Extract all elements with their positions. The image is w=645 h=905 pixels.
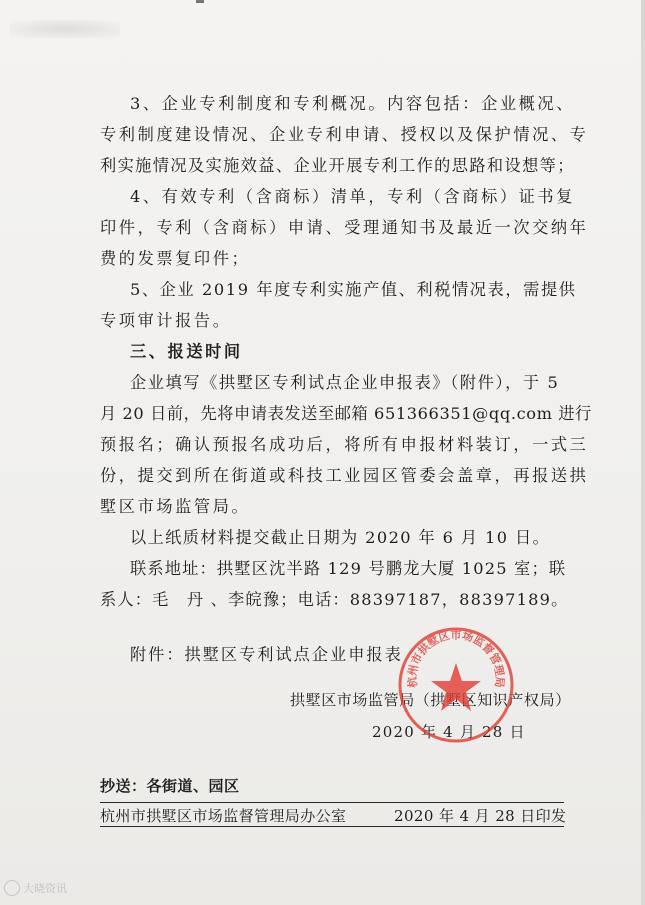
paragraph-line: 专项审计报告。 xyxy=(100,311,232,330)
official-seal xyxy=(396,625,516,745)
cc-line: 抄送：各街道、园区 xyxy=(100,777,240,795)
footer-office: 杭州市拱墅区市场监督管理局办公室 xyxy=(100,807,347,825)
paragraph-line: 利实施情况及实施效益、企业开展专利工作的思路和设想等； xyxy=(100,156,575,175)
watermark xyxy=(4,880,67,896)
paragraph-line: 月 20 日前，先将申请表发送至邮箱 651366351@qq.com 进行 xyxy=(100,404,592,423)
section-heading: 三、报送时间 xyxy=(130,342,243,361)
seal-text: 杭州市拱墅区市场监督管理局 xyxy=(405,628,507,689)
scan-smudge xyxy=(10,20,120,38)
paragraph-line: 墅区市场监管局。 xyxy=(100,497,251,516)
scan-mark xyxy=(196,0,204,3)
paragraph-line: 份，提交到所在街道或科技工业园区管委会盖章，再报送拱 xyxy=(100,466,589,485)
issuer-name: 拱墅区市场监管局（拱墅区知识产权局） xyxy=(290,691,571,709)
page-edge xyxy=(641,0,645,905)
deadline-line: 以上纸质材料提交截止日期为 2020 年 6 月 10 日。 xyxy=(130,528,551,547)
attachment-line: 附件：拱墅区专利试点企业申报表 xyxy=(130,645,403,664)
paragraph-line: 费的发票复印件； xyxy=(100,249,251,268)
paragraph-line: 企业填写《拱墅区专利试点企业申报表》（附件），于 5 xyxy=(130,373,560,392)
watermark-logo-icon xyxy=(4,880,20,896)
paragraph-line: 4、有效专利（含商标）清单，专利（含商标）证书复 xyxy=(130,187,576,206)
footer-rule-top xyxy=(100,802,564,803)
watermark-text: 大晓资讯 xyxy=(23,882,67,895)
contact-line: 联系地址：拱墅区沈半路 129 号鹏龙大厦 1025 室；联 xyxy=(130,559,567,578)
paragraph-line: 印件，专利（含商标）申请、受理通知书及最近一次交纳年 xyxy=(100,218,589,237)
paragraph-line: 专利制度建设情况、企业专利申请、授权以及保护情况、专 xyxy=(100,125,589,144)
contact-line: 系人：毛 丹 、李皖豫；电话：88397187，88397189。 xyxy=(100,590,569,609)
issue-date: 2020 年 4 月 28 日 xyxy=(372,723,526,741)
paragraph-line: 5、企业 2019 年度专利实施产值、利税情况表，需提供 xyxy=(130,280,577,299)
paragraph-line: 预报名；确认预报名成功后，将所有申报材料装订，一式三 xyxy=(100,435,589,454)
paragraph-line: 3、企业专利制度和专利概况。内容包括：企业概况、 xyxy=(130,94,576,113)
footer-rule-bottom xyxy=(100,826,564,827)
footer-date: 2020 年 4 月 28 日印发 xyxy=(394,807,567,825)
